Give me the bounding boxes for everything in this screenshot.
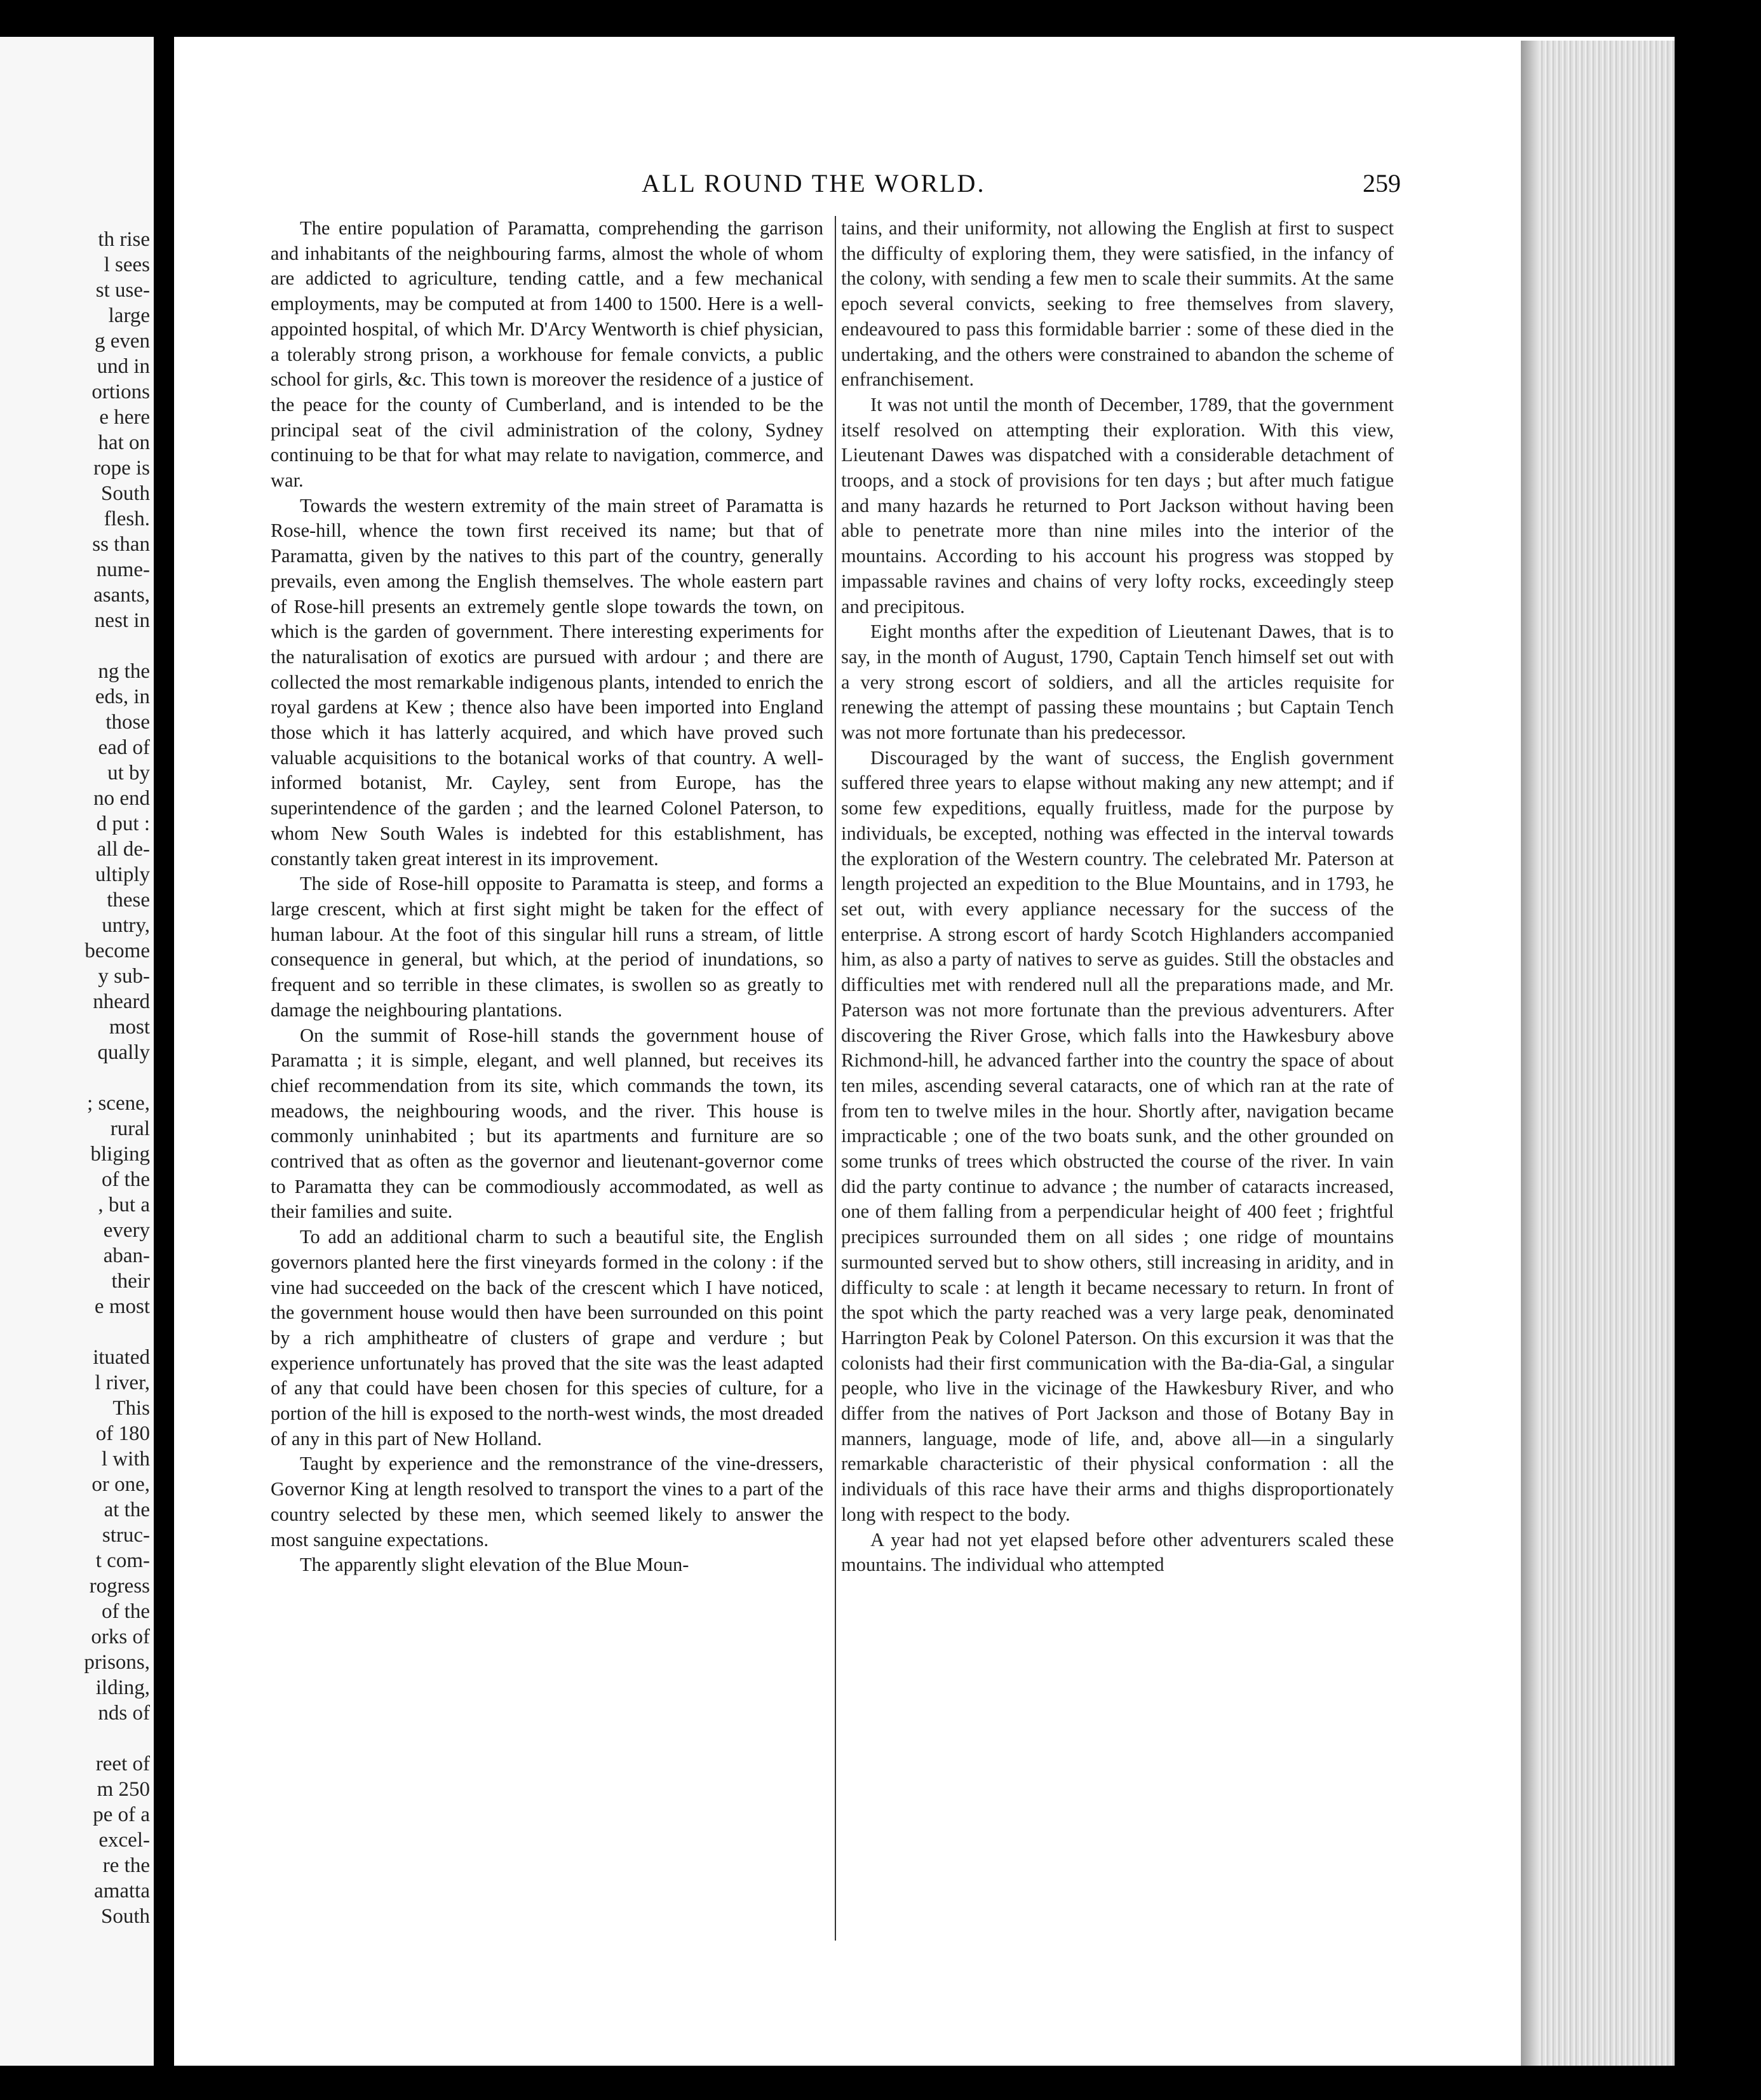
facing-page-line: re the <box>102 1854 150 1877</box>
facing-page-line: nest in <box>94 609 150 632</box>
facing-page-line: ilding, <box>95 1676 150 1699</box>
facing-page-line: und in <box>97 355 150 378</box>
facing-page-line: of the <box>101 1168 150 1191</box>
facing-page-line: untry, <box>102 914 150 937</box>
facing-page-line: nds of <box>98 1702 150 1725</box>
facing-page-line: every <box>103 1219 150 1242</box>
facing-page-line: st use- <box>95 279 150 302</box>
paragraph: On the summit of Rose-hill stands the government house of Paramatta ; it is simple, elegant, and well planned, but receives its chief recommendation from its site, which commands the town, its meadows, the neighbouring woods, and the river. This house is commonly uninhabited ; but its apartments and furniture are so contrived that as often as the governor and lieutenant-governor come to Paramatta they can be commodiously accommodated, as well as their families and suite. <box>271 1024 823 1223</box>
facing-page-line: become <box>84 939 150 962</box>
facing-page-line: those <box>105 711 150 734</box>
facing-page-line: flesh. <box>104 508 150 530</box>
facing-page-line: aban- <box>103 1244 150 1267</box>
facing-page-line: t com- <box>95 1549 150 1572</box>
facing-page-line: ss than <box>92 533 150 556</box>
facing-page-line: l river, <box>95 1371 150 1394</box>
left-column <box>271 216 823 1578</box>
facing-page-line: pe of a <box>93 1803 150 1826</box>
facing-page-line: of the <box>101 1600 150 1623</box>
paragraph: The entire population of Paramatta, comprehending the garrison and inhabitants of the neighbouring farms, almost the whole of whom are addicted to agriculture, tending cattle, and a few mechanical employments, may be computed at from 1400 to 1500. Here is a well-appointed hospital, of which Mr. D'Arcy Wentworth is chief physician, a tolerably strong prison, a workhouse for female convicts, a public school for girls, &c. This town is moreover the residence of a justice of the peace for the county of Cumberland, and is intended to be the principal seat of the civil administration of the colony, Sydney continuing to be that for what may relate to navigation, commerce, and war. <box>271 217 823 492</box>
facing-page-line: ut by <box>107 762 150 784</box>
facing-page-line: most <box>109 1016 150 1039</box>
facing-page-line: asants, <box>93 584 150 607</box>
facing-page-line: rope is <box>93 457 150 480</box>
facing-page-line: ; scene, <box>87 1092 150 1115</box>
facing-page-line: nheard <box>93 990 150 1013</box>
facing-page-line: This <box>112 1397 150 1420</box>
paragraph: Taught by experience and the remonstrance of the vine-dressers, Governor King at length resolved to transport the vines to a part of the country selected by these men, which seemed likely to answer the most sanguine expectations. <box>271 1453 823 1551</box>
facing-page-line: of 180 <box>95 1422 150 1445</box>
page-block-edge <box>1521 41 1675 2066</box>
facing-page-line: d put : <box>96 812 150 835</box>
paragraph: The apparently slight elevation of the Blue Moun- <box>300 1554 689 1576</box>
facing-page-line: e here <box>99 406 150 429</box>
facing-page-line: rogress <box>89 1575 150 1598</box>
facing-page-line: y sub- <box>98 965 150 988</box>
paragraph: A year had not yet elapsed before other adventurers scaled these mountains. The individual who attempted <box>841 1528 1394 1576</box>
facing-page-fragment <box>0 37 154 2066</box>
facing-page-line: eds, in <box>95 685 150 708</box>
book-gutter <box>154 37 174 2066</box>
paragraph: The side of Rose-hill opposite to Paramatta is steep, and forms a large crescent, which at first sight might be taken for the effect of human labour. At the foot of this singular hill runs a stream, of little consequence in general, but which, at the period of inundations, so frequent and so terrible in these climates, is swollen so as greatly to damage the neighbouring plantations. <box>271 873 823 1021</box>
facing-page-line: amatta <box>94 1880 150 1902</box>
facing-page-line: or one, <box>91 1473 150 1496</box>
column-rule <box>835 216 836 1941</box>
paragraph: Towards the western extremity of the main street of Paramatta is Rose-hill, whence the town first received its name; but that of Paramatta, given by the natives to this part of the country, generally prevails, even among the English themselves. The whole eastern part of Rose-hill presents an extremely gentle slope towards the town, on which is the garden of government. There interesting experiments for the naturalisation of exotics are pursued with ardour ; and there are collected the most remarkable indigenous plants, intended to enrich the royal gardens at Kew ; thence also have been imported into England those which it has latterly acquired, and which have proved such valuable acquisitions to the botanical works of that country. A well-informed botanist, Mr. Cayley, sent from Europe, has the superintendence of the garden ; and the learned Colonel Paterson, to whom New South Wales is indebted for this establishment, has constantly taken great interest in its improvement. <box>271 494 823 870</box>
facing-page-line: l with <box>101 1448 150 1471</box>
scan-border-top <box>0 0 1761 37</box>
right-column <box>841 216 1394 1578</box>
facing-page-line: at the <box>104 1498 150 1521</box>
facing-page-line: ead of <box>98 736 150 759</box>
paragraph: Eight months after the expedition of Lieutenant Dawes, that is to say, in the month of August, 1790, Captain Tench himself set out with a very strong escort of soldiers, and all the articles requisite for renewing the attempt of passing these mountains ; but Captain Tench was not more fortunate than his predecessor. <box>841 621 1394 744</box>
paragraph: tains, and their uniformity, not allowing the English at first to suspect the difficulty of exploring them, they were satisfied, in the infancy of the colony, with sending a few men to scale their summits. At the same epoch several convicts, seeking to free themselves from slavery, endeavoured to pass this formidable barrier : some of these died in the undertaking, and the others were constrained to abandon the scheme of enfranchisement. <box>841 217 1394 391</box>
facing-page-line: ultiply <box>95 863 150 886</box>
facing-page-line: g even <box>94 330 150 353</box>
paragraph: It was not until the month of December, 1789, that the government itself resolved on attempting their exploration. With this view, Lieutenant Dawes was dispatched with a considerable detachment of troops, and a stock of provisions for ten days ; but after much fatigue and many hazards he returned to Port Jackson without having been able to penetrate more than nine miles into the interior of the mountains. According to his account his progress was stopped by impassable ravines and chains of very lofty rocks, exceedingly steep and precipitous. <box>841 393 1394 617</box>
facing-page-line: rural <box>110 1117 150 1140</box>
facing-page-line: th rise <box>98 228 150 251</box>
facing-page-line: all de- <box>97 838 150 861</box>
facing-page-line: ituated <box>93 1346 150 1369</box>
facing-page-line: ortions <box>91 380 150 403</box>
facing-page-line: South <box>100 482 150 505</box>
facing-page-line: struc- <box>102 1524 150 1547</box>
scan-border-right <box>1675 0 1761 2100</box>
facing-page-line: these <box>107 889 150 912</box>
paragraph: To add an additional charm to such a beautiful site, the English governors planted here the first vineyards formed in the colony : if the vine had succeeded on the back of the crescent which I have noticed, the government house would then have been surrounded on this point by a rich amphitheatre of clusters of grape and verdure ; but experience unfortunately has proved that the site was the least adapted of any that could have been chosen for this species of culture, for a portion of the hill is exposed to the north-west winds, the most dreaded of any in this part of New Holland. <box>271 1226 823 1450</box>
facing-page-line: bliging <box>90 1143 150 1166</box>
facing-page-line: South <box>100 1905 150 1928</box>
page-number: 259 <box>1363 169 1401 198</box>
facing-page-line: prisons, <box>84 1651 150 1674</box>
facing-page-line: e most <box>94 1295 150 1318</box>
facing-page-line: their <box>111 1270 150 1293</box>
facing-page-line: excel- <box>98 1829 150 1852</box>
facing-page-line: no end <box>93 787 150 810</box>
facing-page-line: reet of <box>95 1753 150 1775</box>
facing-page-line: nume- <box>96 558 150 581</box>
facing-page-line: , but a <box>98 1194 150 1216</box>
running-head: ALL ROUND THE WORLD. <box>642 169 986 198</box>
facing-page-line: large <box>108 304 150 327</box>
facing-page-line: m 250 <box>97 1778 150 1801</box>
scan-border-bottom <box>0 2066 1761 2100</box>
facing-page-line: hat on <box>98 431 150 454</box>
facing-page-line: l sees <box>104 253 150 276</box>
facing-page-line: ng the <box>98 660 150 683</box>
facing-page-line: qually <box>97 1041 150 1064</box>
paragraph: Discouraged by the want of success, the English government suffered three years to elapse without making any new attempt; and if some few expeditions, equally fruitless, made for the purpose by individuals, be excepted, nothing was effected in the interval towards the exploration of the Western country. The celebrated Mr. Paterson at length projected an expedition to the Blue Mountains, and in 1793, he set out, with every appliance necessary for the success of the enterprise. A strong escort of hardy Scotch Highlanders accompanied him, as also a party of natives to serve as guides. Still the obstacles and difficulties met with rendered null all the preparations made, and Mr. Paterson was not more fortunate than the previous adventurers. After discovering the River Grose, which falls into the Hawkesbury above Richmond-hill, he advanced farther into the country the space of about ten miles, ascending several cataracts, one of which ran at the rate of from ten to twelve miles in the hour. Shortly after, navigation became impracticable ; one of the two boats sunk, and the other grounded on some trunks of trees which obstructed the course of the river. In vain did the party continue to advance ; the number of cataracts increased, one of them falling from a perpendicular height of 400 feet ; frightful precipices surrounded them on all sides ; one ridge of mountains surmounted served but to show others, still increasing in aridity, and in difficulty to scale : at length it became necessary to return. In front of the spot which the party reached was a very large peak, denominated Harrington Peak by Colonel Paterson. On this excursion it was that the colonists had their first communication with the Ba-dia-Gal, a singular people, who live in the vicinage of the Hawkesbury River, and who differ from the natives of Port Jackson and those of Botany Bay in manners, language, mode of life, and, above all—in a singularly remarkable characteristic of their physical conformation : all the individuals of this race have their arms and thighs disproportionately long with respect to the body. <box>841 746 1394 1525</box>
facing-page-line: orks of <box>91 1625 150 1648</box>
